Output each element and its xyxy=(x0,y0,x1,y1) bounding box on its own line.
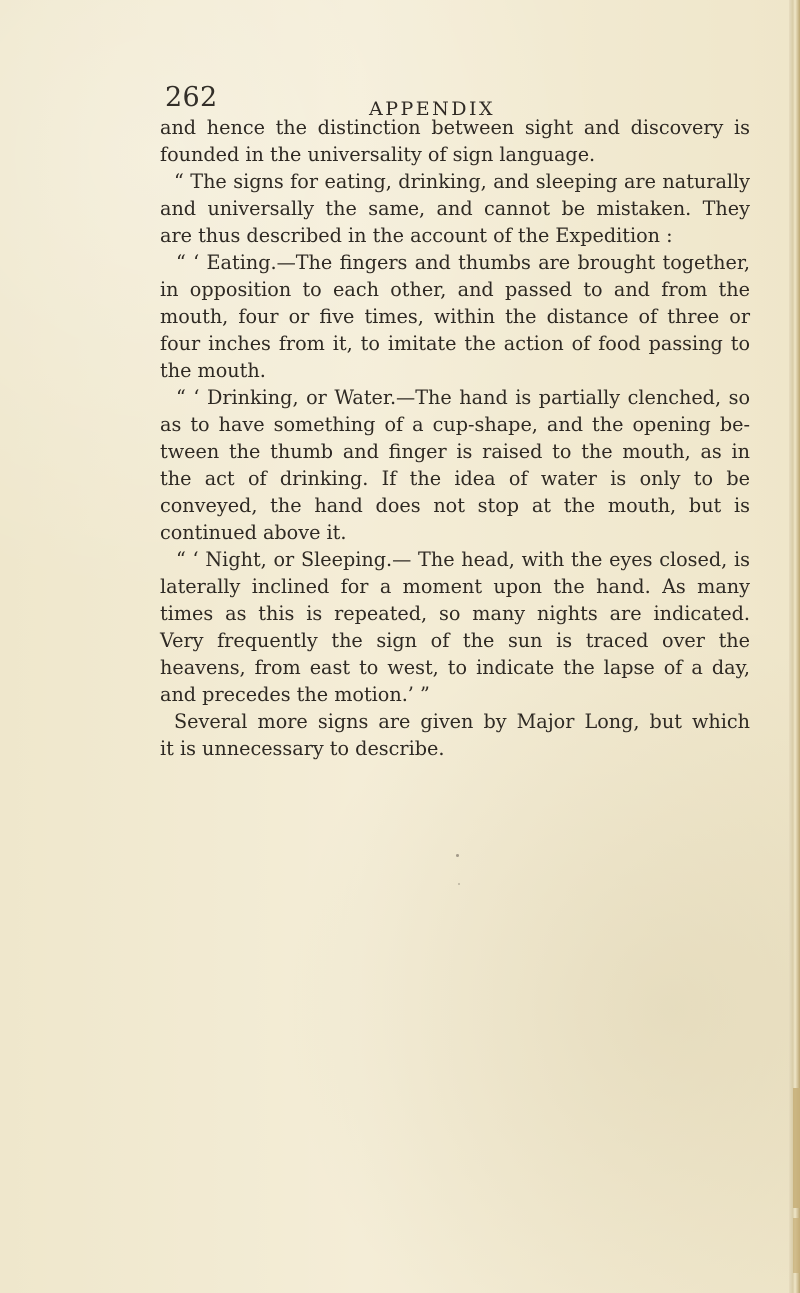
page-edge-stain xyxy=(793,1088,800,1208)
page-number: 262 xyxy=(165,82,218,113)
body-line: “ ‘ Drinking, or Water.—The hand is partially clenched, so xyxy=(176,386,750,409)
body-line: and hence the distinction between sight and discovery is xyxy=(160,116,750,139)
body-line: “ ‘ Night, or Sleeping.— The head, with the eyes closed, is xyxy=(176,548,750,571)
body-line: it is unnecessary to describe. xyxy=(160,737,445,760)
body-line: Several more signs are given by Major Long, but which xyxy=(174,710,750,733)
body-line: “ ‘ Eating.—The fingers and thumbs are brought together, xyxy=(176,251,750,274)
body-line: continued above it. xyxy=(160,521,347,544)
body-line: four inches from it, to imitate the action of food passing to xyxy=(160,332,750,355)
body-line: mouth, four or five times, within the distance of three or xyxy=(160,305,750,328)
body-line: as to have something of a cup-shape, and the opening be- xyxy=(160,413,750,436)
body-line: and universally the same, and cannot be mistaken. They xyxy=(160,197,750,220)
body-line: founded in the universality of sign language. xyxy=(160,143,596,166)
page-edge-stain xyxy=(793,1218,800,1273)
body-line: times as this is repeated, so many nights are indicated. xyxy=(160,602,750,625)
body-line: in opposition to each other, and passed to and from the xyxy=(160,278,750,301)
ink-speck xyxy=(458,883,460,885)
body-line: tween the thumb and finger is raised to the mouth, as in xyxy=(160,440,750,463)
ink-speck xyxy=(456,854,459,857)
body-line: the mouth. xyxy=(160,359,266,382)
running-head: APPENDIX xyxy=(369,98,496,120)
body-line: the act of drinking. If the idea of water is only to be xyxy=(160,467,750,490)
body-line: laterally inclined for a moment upon the hand. As many xyxy=(160,575,750,598)
body-line: heavens, from east to west, to indicate the lapse of a day, xyxy=(160,656,750,679)
body-line: Very frequently the sign of the sun is traced over the xyxy=(160,629,750,652)
body-line: and precedes the motion.’ ” xyxy=(160,683,430,706)
body-line: “ The signs for eating, drinking, and sleeping are naturally xyxy=(174,170,750,193)
body-line: are thus described in the account of the Expedition : xyxy=(160,224,673,247)
body-line: conveyed, the hand does not stop at the mouth, but is xyxy=(160,494,750,517)
